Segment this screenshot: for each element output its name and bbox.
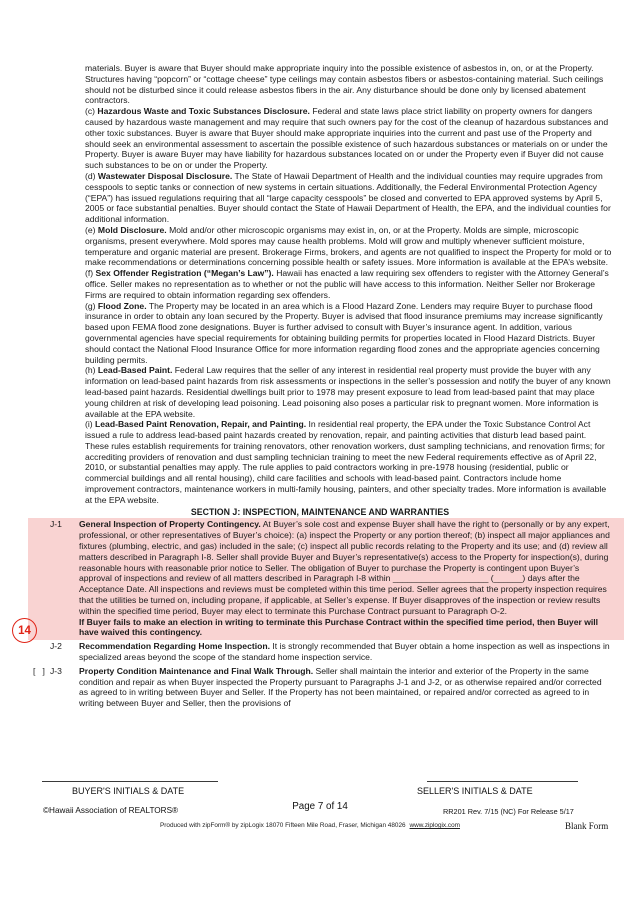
form-revision-text: RR201 Rev. 7/15 (NC) For Release 5/17 [443, 807, 574, 816]
disclosure-paragraph-e [85, 225, 612, 268]
paragraph-prefix: (i) [85, 419, 93, 430]
paragraph-text: Federal and state laws place strict liability on property owners for dangers caused by hazardous waste management and may require that such owners pay for the cost of the cleanup of hazardous substances and other toxic substances. Buyer is aware that Buyer should make appropriate inquiries into the current and past use of the Property and should seek an environmental assessment to ascertain the possible existence of such hazardous substances or materials on or under the Property. Buyer is aware Buyer may have liability for hazardous substances located on or under the Property even if Buyer did not cause such substances to be on or under the Property. [85, 106, 609, 171]
item-j1-highlighted [28, 518, 624, 640]
disclosure-paragraph-d [85, 171, 612, 225]
item-j3-body [79, 666, 612, 709]
section-j-items [28, 518, 624, 711]
buyer-initials-line[interactable] [42, 781, 218, 782]
item-j1-title: General Inspection of Property Contingency. [79, 519, 261, 530]
paragraph-text: materials. Buyer is aware that Buyer should make appropriate inquiry into the possible existence of asbestos in, on, or at the Property. Structures having “popcorn” or “cottage cheese” type ceilings may contain asbestos fibers or asbestos-containing material. Such ceilings should not be disturbed since it could release asbestos fibers in the air. Any disturbance should be done only by licensed abatement contractors. [85, 63, 604, 106]
ziplogix-link[interactable]: www.ziplogix.com [409, 822, 460, 829]
seller-initials-label: SELLER'S INITIALS & DATE [417, 786, 533, 796]
document-page [0, 63, 640, 711]
item-j3-text: Seller shall maintain the interior and exterior of the Property in the same condition and repair as when Buyer inspected the Property pursuant to Paragraphs J-1 and J-2, or as otherwise repaired and/or corrected as agreed to in writing between Buyer and Seller. If the Property has not been maintained, or repaired and/or corrected as agreed to in writing between Buyer and Seller, then the provisions of [79, 665, 602, 709]
item-j3-checkbox[interactable]: [ ] [33, 665, 45, 676]
disclosures-block [85, 63, 612, 506]
copyright-text: ©Hawaii Association of REALTORS® [43, 806, 179, 815]
disclosure-paragraph-h [85, 365, 612, 419]
paragraph-prefix: (g) [85, 300, 96, 311]
item-j2-title: Recommendation Regarding Home Inspection. [79, 641, 270, 652]
paragraph-text: Hawaii has enacted a law requiring sex offenders to register with the Attorney General’s office. Seller makes no representation as to whether or not the public will have access to this information. Neither Seller nor Brokerage Firms are required to obtain information regarding sex offenders. [85, 268, 609, 300]
paragraph-text: The State of Hawaii Department of Health and the individual counties may require upgrades from cesspools to septic tanks or connection of new systems in certain situations. Additionally, the Federal Environmental Protection Agency (“EPA”) has issued regulations requiring that all “large capacity cesspools” be closed and converted to EPA approved systems by April 5, 2005 or face substantial penalties. Buyer should contact the State of Hawaii Department of Health, the EPA, and the individual counties for additional information. [85, 170, 611, 225]
section-j-header: SECTION J: INSPECTION, MAINTENANCE AND WARRANTIES [190, 506, 450, 517]
item-j3-id: J-3 [50, 665, 62, 676]
item-j1-text[interactable]: At Buyer’s sole cost and expense Buyer shall have the right to (personally or by any expert, professional, or other representatives of Buyer’s choice): (a) inspect the Property or any portion thereof; (b) inspect all major appliances and fixtures (plumbing, electric, and gas) included in the sale; (c) inspect all public records relating to the Property and its use; and (d) review all matters described in Paragraph I-8. Seller shall provide Buyer and Buyer’s representative(s) access to the Property for inspection(s), during reasonable hours with reasonable prior notice to Seller. The obligation of Buyer to purchase the Property is contingent upon Buyer’s approval of inspections and review of all matters described in Paragraph I-8 within ____________________ (______) days after the Acceptance Date. All inspections and reviews must be completed within this time period. Seller agrees that the property inspection requires that the utilities be turned on, including propane, if applicable, at Seller’s expense. If Buyer disapproves of the inspection or review results within the specified time period, Buyer may elect to terminate this Purchase Contract pursuant to Paragraph O-2. [79, 519, 610, 616]
item-j2-body [79, 641, 612, 663]
paragraph-text: Federal Law requires that the seller of any interest in residential real property must provide the buyer with any information on lead-based paint hazards from risk assessments or inspections in the seller’s possession and notify the buyer of any known lead-based paint hazards. Residential dwellings built prior to 1978 may present exposure to lead from lead-based paint that may place young children at risk of developing lead poisoning. Lead poisoning also poses a particular risk to pregnant women. More information is available at the EPA website. [85, 365, 611, 419]
seller-initials-line[interactable] [427, 781, 578, 782]
annotation-circled-14: 14 [12, 618, 37, 643]
page-number: Page 7 of 14 [292, 801, 348, 812]
disclosure-paragraph-f [85, 268, 612, 300]
blank-form-label: Blank Form [565, 821, 609, 831]
paragraph-text: In residential real property, the EPA under the Toxic Substance Control Act issued a rule to address lead-based paint hazards created by renovation, repair, and painting activities that disturb lead based paint. These rules establish requirements for training renovators, other renovation workers, dust sampling technicians, and renovation firms; for accrediting providers of renovation and dust sampling technician training to meet the new Federal requirements effective as of April 22, 2010, or substantial penalties may apply. The rule applies to paid contractors working in pre-1978 housing (residential, public or commercial buildings and all rental housing), child care facilities and schools with lead-based paint. Contractors include home improvement contractors, maintenance workers in multi-family housing, painters, and other specialty trades. More information is available at the EPA website. [85, 419, 607, 505]
buyer-initials-label: BUYER'S INITIALS & DATE [72, 786, 185, 796]
item-j2-text: It is strongly recommended that Buyer obtain a home inspection as well as inspections in specialized areas beyond the scope of the standard home inspection service. [79, 641, 610, 663]
paragraph-text: The Property may be located in an area which is a Flood Hazard Zone. Lenders may require Buyer to purchase flood insurance in order to obtain any loan secured by the Property. Buyer is advised that flood insurance premiums may increase significantly based upon FEMA flood zone designations. Buyer is further advised to consult with Buyer’s insurance agent. In addition, various governmental agencies have special requirements for obtaining building permits for properties located in Flood Hazard Districts. Buyer should contact the National Flood Insurance Office for more information regarding flood zones and the appropriate agencies concerning building permits. [85, 300, 603, 365]
item-j1-body [79, 519, 612, 638]
paragraph-title: Flood Zone. [97, 300, 147, 311]
paragraph-prefix: (c) [85, 106, 96, 117]
paragraph-title: Sex Offender Registration (“Megan’s Law”). [95, 268, 274, 279]
item-j1-id: J-1 [50, 519, 62, 530]
item-j2 [28, 640, 624, 665]
disclosure-paragraph-c [85, 106, 612, 171]
item-j2-checkbox-area [28, 641, 50, 663]
paragraph-prefix: (h) [85, 365, 96, 376]
produced-with-line [0, 822, 620, 829]
paragraph-prefix: (d) [85, 170, 96, 181]
paragraph-title: Lead-Based Paint Renovation, Repair, and Painting. [95, 419, 307, 430]
paragraph-prefix: (e) [85, 224, 96, 235]
paragraph-prefix: (f) [85, 268, 94, 279]
paragraph-title: Lead-Based Paint. [97, 365, 173, 376]
item-j2-id: J-2 [50, 641, 62, 652]
item-j3 [28, 665, 624, 711]
produced-text: Produced with zipForm® by zipLogix 18070 Fifteen Mile Road, Fraser, Michigan 48026 [160, 822, 406, 829]
item-j3-title: Property Condition Maintenance and Final Walk Through. [79, 665, 314, 676]
disclosure-paragraph-i [85, 419, 612, 505]
paragraph-title: Hazardous Waste and Toxic Substances Disclosure. [97, 106, 310, 117]
item-j1-bold-note: If Buyer fails to make an election in writing to terminate this Purchase Contract within the specified time period, then Buyer will have waived this contingency. [79, 616, 599, 638]
disclosure-paragraph-continuation [85, 63, 612, 106]
paragraph-title: Wastewater Disposal Disclosure. [97, 170, 233, 181]
paragraph-title: Mold Disclosure. [97, 224, 167, 235]
disclosure-paragraph-g [85, 301, 612, 366]
paragraph-text: Mold and/or other microscopic organisms may exist in, on, or at the Property. Molds are simple, microscopic organisms, present everywhere. Mold spores may cause health problems. Mold will grow and multiply whenever sufficient moisture, temperature and organic material are present. Brokerage Firms, brokers, and agents are not qualified to inspect the Property for mold or to make recommendations or determinations concerning possible health or safety issues. More information is available at the EPA’s website. [85, 224, 612, 268]
